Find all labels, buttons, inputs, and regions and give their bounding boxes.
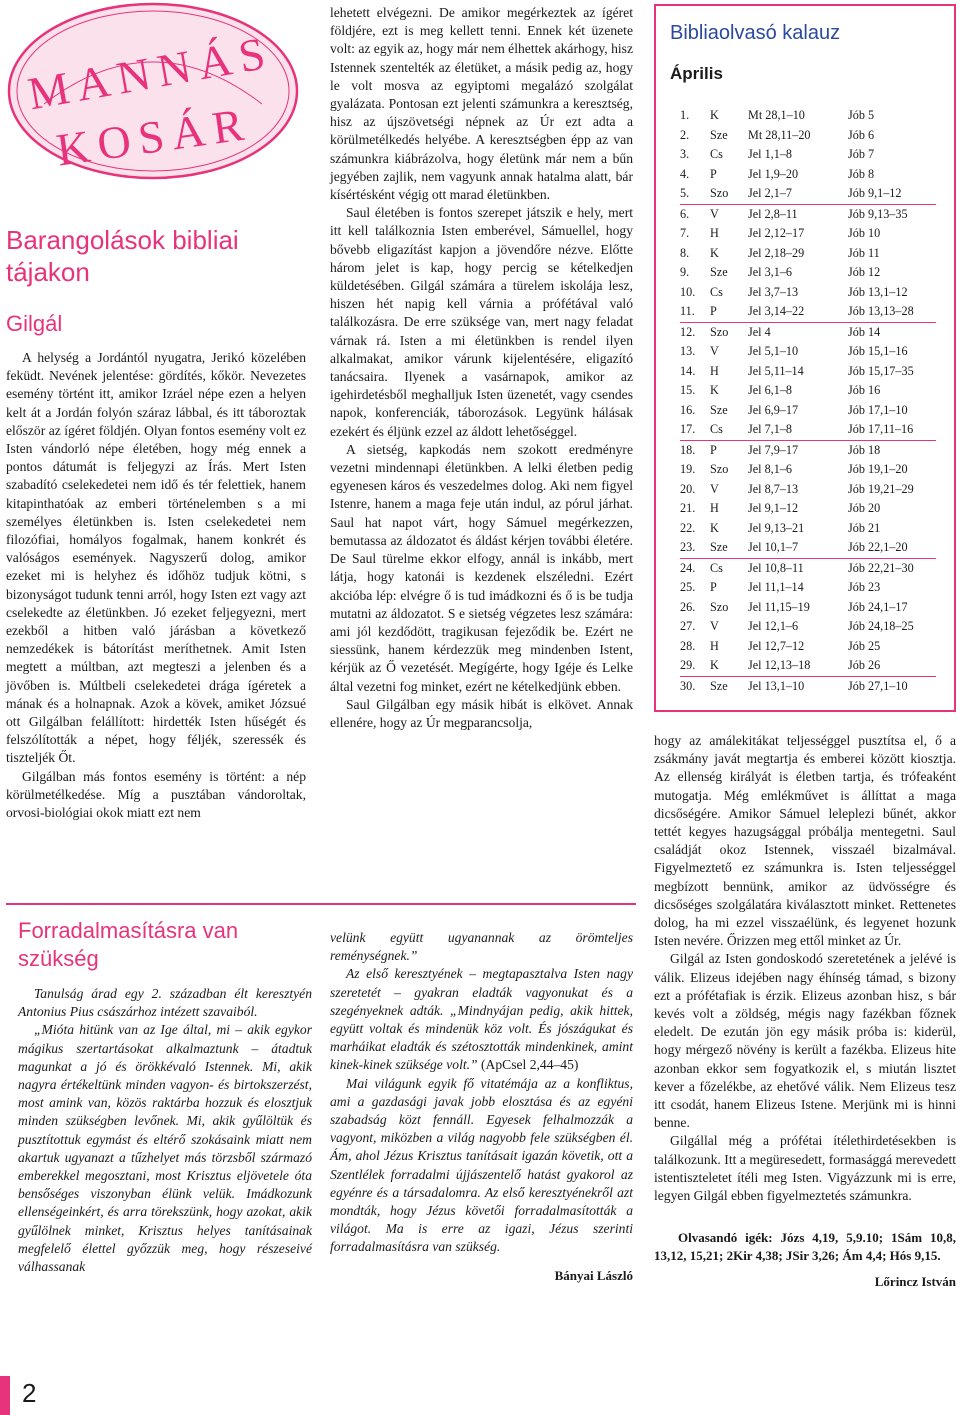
day-number: 19.	[680, 462, 696, 477]
guide-row	[680, 578, 936, 598]
paragraph: „Mióta hitünk van az Ige által, mi – akik egykor mágikus szertartásokat alkalmaztunk – átadtuk magunkat a jó és örökkévaló Istennek. Mi, akik nagyra értékeltünk minden vagyon- és birtokszerzést, most amink van, közös raktárba hozzuk és elosztjuk minden szükségben levőnek. Mi, akik gyűlöltük és pusztítottuk egymást és eltérő szokásaink miatt nem akartuk ugyanazt a tűzhelyet más törzsből származó emberekkel megosztani, most Krisztus eljövetele óta bensőséges viszonyban élünk velük. Imádkozunk ellenségeinkért, és arra törekszünk, hogy azokat, akik gyűlölnek minket, Krisztus helyes tanításainak megfelelő élettel győzzük meg, hogy részeseivé válhassanak	[18, 1022, 312, 1275]
weekday: K	[710, 245, 719, 260]
weekday: K	[710, 383, 719, 398]
weekday: H	[710, 226, 719, 241]
reading-nt: Jel 3,7–13	[748, 284, 799, 299]
paragraph: Mai világunk egyik fő vitatémája az a konfliktus, ami a gazdasági javak jobb elosztása és az egyéni szabadság közt fennáll. Egyesek felhalmozzák a vagyont, miközben a világ nagyobb fele szükségben él. Ám, ahol Jézus Krisztus tanításait igazán követik, ott a Szentlélek forradalmi újjászentelő hatást gyakorol az egyénre és a társadalomra. Az első keresztyénekről azt mondták, hogy Jézus követői forradalmasították a világot. Ma is erre az igazi, Jézus szerinti forradalmasításra van szükség.	[330, 1075, 633, 1255]
day-number: 4.	[680, 166, 690, 181]
guide-row	[680, 598, 936, 618]
weekday: Cs	[710, 147, 723, 162]
day-number: 6.	[680, 204, 710, 224]
reading-nt: Jel 9,1–12	[748, 501, 799, 516]
reading-ot: Jób 24,1–17	[848, 599, 908, 614]
weekday: Szo	[710, 599, 729, 614]
day-number: 12.	[680, 322, 710, 342]
guide-table	[680, 106, 936, 696]
section-divider	[6, 903, 636, 905]
reading-ot: Jób 9,13–35	[848, 204, 936, 224]
readings: Olvasandó igék: Józs 4,19, 5,9.10; 1Sám 10,8, 13,12, 15,21; 2Kir 4,38; JSir 3,26; Ám 4,4; Hós 9,15.	[654, 1230, 956, 1264]
day-number: 16.	[680, 402, 696, 417]
reading-ot: Jób 26	[848, 658, 881, 673]
day-number: 14.	[680, 363, 696, 378]
logo-line1: MANNÁS	[24, 26, 277, 120]
reading-nt: Jel 7,1–8	[748, 422, 793, 437]
weekday: Sze	[710, 265, 728, 280]
guide-row	[680, 440, 936, 460]
article-col2	[330, 4, 633, 732]
reading-ot: Jób 12	[848, 265, 881, 280]
day-number: 15.	[680, 383, 696, 398]
reading-ot: Jób 15,17–35	[848, 363, 914, 378]
reading-ot: Jób 27,1–10	[848, 676, 936, 696]
day-number: 27.	[680, 619, 696, 634]
reading-ot: Jób 13,13–28	[848, 304, 914, 319]
day-number: 3.	[680, 147, 690, 162]
guide-row	[680, 676, 936, 696]
section2-title: Forradalmasításra van szükség	[18, 918, 239, 971]
day-number: 13.	[680, 344, 696, 359]
reading-nt: Jel 1,1–8	[748, 147, 793, 162]
day-number: 21.	[680, 501, 696, 516]
guide-title: Bibliaolvasó kalauz	[670, 22, 841, 44]
reading-nt: Mt 28,11–20	[748, 127, 811, 142]
day-number: 26.	[680, 599, 696, 614]
guide-row	[680, 244, 936, 264]
reading-nt: Mt 28,1–10	[748, 108, 805, 123]
bible-reading-guide	[654, 4, 956, 712]
weekday: P	[710, 304, 717, 319]
paragraph: Saul életében is fontos szerepet játszik e hely, mert itt kell találkoznia Isten emberével, Sámuellel, hogy bővebb eligazítást kapjon a jövendőre nézve. Előtte három jelet is kap, hogy percig se kételkedjen küldetésében. Gilgál számára a türelem iskolája lesz, hiszen hét napig kell várnia a prófétával való találkozásra. De erre szüksége van, mert nagy feladat várnak rá. Isten a mi életünkben is rendel ilyen alkalmakat, amikor várunk kijelentésére, eligazító tanácsaira. Ilyenek a vasárnapok, amikor az igehirdetésből meghalljuk Isten üzenetét, vagy csendes napok, konferenciák, táborozások. Legyünk hálásak ezekért és éljünk ezzel az áldott lehetőséggel.	[330, 205, 633, 439]
paragraph: Gilgállal még a prófétai ítélethirdetésekben is találkozunk. Itt a megüresedett, formasággá merevedett istentiszteletet ítéli meg Isten. Vigyázzunk mi is erre, legyen Gilgál ebben figyelmeztetés számunkra.	[654, 1133, 956, 1204]
reading-nt: Jel 5,11–14	[748, 363, 804, 378]
weekday: V	[710, 619, 719, 634]
guide-row	[680, 362, 936, 382]
reading-nt: Jel 11,15–19	[748, 599, 810, 614]
reading-nt: Jel 6,1–8	[748, 383, 793, 398]
page-number: 2	[22, 1378, 37, 1408]
author: Bányai László	[554, 1267, 633, 1283]
reading-ot: Jób 19,1–20	[848, 462, 908, 477]
guide-row	[680, 224, 936, 244]
day-number: 25.	[680, 580, 696, 595]
guide-row	[680, 263, 936, 283]
guide-month: Április	[670, 64, 723, 83]
reading-ot: Jób 13,1–12	[848, 284, 908, 299]
paragraph: velünk együtt ugyanannak az örömteljes reménységnek.”	[330, 930, 633, 964]
day-number: 11.	[680, 304, 695, 319]
guide-row	[680, 381, 936, 401]
weekday: K	[710, 520, 719, 535]
day-number: 24.	[680, 558, 710, 578]
paragraph: Tanulság árad egy 2. században élt keresztyén Antonius Pius császárhoz intézett szavaiból.	[18, 986, 312, 1020]
weekday: Sze	[710, 127, 728, 142]
guide-row	[680, 283, 936, 303]
guide-row	[680, 558, 936, 578]
weekday: P	[710, 440, 748, 460]
day-number: 7.	[680, 226, 690, 241]
reading-nt: Jel 2,18–29	[748, 245, 805, 260]
reading-ot: Jób 19,21–29	[848, 481, 914, 496]
reading-ot: Jób 14	[848, 322, 936, 342]
reading-nt: Jel 12,1–6	[748, 619, 799, 634]
reading-ot: Jób 24,18–25	[848, 619, 914, 634]
article-col3	[654, 732, 956, 1291]
weekday: K	[710, 658, 719, 673]
reading-nt: Jel 3,1–6	[748, 265, 793, 280]
article2-col1	[18, 985, 312, 1276]
guide-row	[680, 499, 936, 519]
guide-row	[680, 184, 936, 204]
day-number: 10.	[680, 284, 696, 299]
reading-nt: Jel 12,7–12	[748, 638, 805, 653]
day-number: 22.	[680, 520, 696, 535]
guide-table-body	[680, 106, 936, 696]
reading-ot: Jób 16	[848, 383, 881, 398]
guide-row	[680, 106, 936, 126]
reading-ot: Jób 21	[848, 520, 881, 535]
reading-ot: Jób 17,11–16	[848, 422, 914, 437]
reading-nt: Jel 2,1–7	[748, 186, 793, 201]
paragraph: A sietség, kapkodás nem szokott eredményre vezetni mindennapi életünkben. A lelki életben pedig egyenesen káros és veszedelmes dolog. Aki nem figyel Istenre, hanem a maga feje után indul, az pórul járhat. Saul hat napot várt, hogy Sámuel megérkezzen, bemutassa az áldozatot és áldást kérjen további életére. De Saul türelme ekkor elfogy, annál is inkább, mert látja, hogy katonái is kezdenek elszéledni. Ezért akcióba lép: elvégre ő is tud imádkozni és ő is be tudja mutatni az áldozatot. S e sietség végzetes lesz számára: ami jól kezdődött, tragikusan fejeződik be. Ezért ne siessünk, hanem kérdezzük meg mindenben Istent, kérjük az Ő vezetését. Megígérte, hogy Igéje és Lelke által vezetni fog minket, ezért ne kételkedjünk ebben.	[330, 441, 633, 694]
section-subtitle: Gilgál	[6, 311, 63, 336]
reading-nt: Jel 5,1–10	[748, 344, 799, 359]
reading-ot: Jób 22,1–20	[848, 540, 908, 555]
reading-nt: Jel 2,8–11	[748, 204, 848, 224]
day-number: 20.	[680, 481, 696, 496]
reading-nt: Jel 4	[748, 322, 848, 342]
reading-nt: Jel 7,9–17	[748, 440, 848, 460]
reading-nt: Jel 1,9–20	[748, 166, 799, 181]
article2-col2	[330, 929, 633, 1285]
reading-ot: Jób 6	[848, 127, 875, 142]
day-number: 1.	[680, 108, 690, 123]
day-number: 9.	[680, 265, 690, 280]
reading-ot: Jób 17,1–10	[848, 402, 908, 417]
weekday: V	[710, 344, 719, 359]
reading-nt: Jel 13,1–10	[748, 676, 848, 696]
reading-ot: Jób 20	[848, 501, 881, 516]
reading-nt: Jel 10,1–7	[748, 540, 799, 555]
section-title: Barangolások bibliai tájakon	[6, 225, 239, 287]
weekday: Cs	[710, 284, 723, 299]
guide-row	[680, 480, 936, 500]
reading-ot: Jób 23	[848, 580, 881, 595]
weekday: Sze	[710, 540, 728, 555]
paragraph: hogy az amálekitákat teljességgel pusztítsa el, ő a zsákmány javát megtartja és emberei között kiosztja. Az ellenség királyát is életben tartja, és trófeaként mutogatja. Még emlékművet is állíttat a maga dicsőségére. Amikor Sámuel leleplezi bűnét, akkor tettét kegyes hazugsággal próbálja mentegetni. Saul családját okoz Istennek, visszaél bizalmával. Figyelmeztető ez számunkra is. Isten teljességgel megbízott bennünk, amikor az üdvösségre és dicsőséges szolgálatára kiválasztott minket. Rettenetes dolog, ha mi ezzel visszaélünk, és legyenet hozunk Isten nevére. Őrizzen meg ettől minket az Úr.	[654, 733, 956, 949]
reading-nt: Jel 8,1–6	[748, 462, 793, 477]
weekday: V	[710, 481, 719, 496]
paragraph: Gilgál az Isten gondoskodó szeretetének a jelévé is válik. Elizeus idejében nagy éhínség támad, s bizony ezt a prófétafiak is érzik. Elizeus azonban hisz, s bár kevés volt a zöldség, mégis nagy fazékban főznek eledelt. De ezután jön egy másik próba is: kiderül, hogy mérgező növény is került a fazékba. Elizeus hite azonban ekkor sem fogyatkozik el, s miután lisztet kever a főzelékbe, az ehetővé válik. Nem Elizeus tesz itt csodát, hanem Elizeus Istene. Merjünk mi is hinni benne.	[654, 951, 956, 1131]
reading-ot: Jób 22,21–30	[848, 558, 936, 578]
reading-ot: Jób 10	[848, 226, 881, 241]
guide-row	[680, 420, 936, 440]
guide-row	[680, 460, 936, 480]
reading-ot: Jób 7	[848, 147, 875, 162]
guide-row	[680, 126, 936, 146]
reading-nt: Jel 6,9–17	[748, 402, 799, 417]
weekday: P	[710, 166, 717, 181]
day-number: 23.	[680, 540, 696, 555]
weekday: H	[710, 638, 719, 653]
logo-line2: KOSÁR	[53, 97, 255, 176]
guide-row	[680, 342, 936, 362]
weekday: Szo	[710, 462, 729, 477]
weekday: Sze	[710, 676, 748, 696]
reading-ot: Jób 8	[848, 166, 875, 181]
guide-row	[680, 165, 936, 185]
day-number: 30.	[680, 676, 710, 696]
day-number: 18.	[680, 440, 710, 460]
guide-row	[680, 204, 936, 224]
weekday: Szo	[710, 186, 729, 201]
reading-nt: Jel 2,12–17	[748, 226, 805, 241]
reading-nt: Jel 9,13–21	[748, 520, 805, 535]
logo	[4, 0, 302, 182]
weekday: P	[710, 580, 717, 595]
logo-emblem	[4, 0, 302, 182]
guide-row	[680, 637, 936, 657]
guide-row	[680, 145, 936, 165]
reading-nt: Jel 8,7–13	[748, 481, 799, 496]
paragraph: Gilgálban más fontos esemény is történt: a nép körülmetélkedése. Míg a pusztában vándoroltak, orvosi-biológiai okok miatt ezt nem	[6, 768, 306, 821]
reading-nt: Jel 10,8–11	[748, 558, 848, 578]
page-number-bar	[0, 1376, 10, 1415]
weekday: H	[710, 363, 719, 378]
guide-row	[680, 617, 936, 637]
paragraph: lehetett elvégezni. De amikor megérkeztek az ígéret földjére, ezt is meg kellett tenni. Ennek két üzenete volt: az egyik az, hogy már nem élhettek akárhogy, hisz Istennek szentelték az életüket, a másik pedig az, hogy le volt mosva az egyiptomi megalázó szolgálat gyalázata. Pontosan ezt jelenti számunkra a keresztség, hisz az újszövetségi népnek az Úr ezt adta a körülmetélkedés helyébe. A keresztségben épp az van számunkra kiábrázolva, hogy életünk már nem a bűn jegyében zajlik, nem vagyunk annak hatalma alatt, bár kísértésként végig ott marad életünkben.	[330, 5, 633, 203]
weekday: Cs	[710, 422, 723, 437]
weekday: Szo	[710, 322, 748, 342]
reading-ot: Jób 11	[848, 245, 880, 260]
guide-row	[680, 656, 936, 676]
reading-ot: Jób 18	[848, 440, 936, 460]
reading-ot: Jób 25	[848, 638, 881, 653]
day-number: 29.	[680, 658, 696, 673]
day-number: 2.	[680, 127, 690, 142]
guide-row	[680, 519, 936, 539]
reading-ot: Jób 9,1–12	[848, 186, 902, 201]
day-number: 5.	[680, 186, 690, 201]
weekday: Sze	[710, 402, 728, 417]
guide-row	[680, 401, 936, 421]
article-col1	[6, 349, 306, 822]
reading-ot: Jób 15,1–16	[848, 344, 908, 359]
weekday: V	[710, 204, 748, 224]
paragraph	[330, 965, 633, 1074]
reading-ot: Jób 5	[848, 108, 875, 123]
paragraph: A helység a Jordántól nyugatra, Jerikó közelében feküdt. Nevének jelentése: gördítés, kőkör. Nevezetes esemény történt itt, amikor Izráel népe ezen a helyen kelt át a Jordán folyón száraz lábbal, és itt táboroztak először az ígéret földjén. Olyan fontos esemény volt ez Isten vándorló népe életében, hogy még ennek a pontos dátumát is feljegyzi az Írás. Mert Isten szabadító cselekedetei nem idő és tér felettiek, hanem kitapinthatóak az emberi történelemben s a mi személyes életünkben is. Isten cselekedetei nem filozófiai, homályos fogalmak, hanem konkrét és valóságos események. Nagyszerű dolog, amikor ezeket mi is helyhez és időhöz tudjuk kötni, s bizonyságot tudunk tenni arról, hogy Isten ezt vagy azt cselekedte az életünkben. Jó ezeket feljegyezni, mert ezekből a hitben való járásban a következő nemzedékek is bátorítást meríthetnek. Amit Isten megtett a múltban, azt megteszi a jelenben és a jövőben is. Múltbeli cselekedetei drága ígéretek a mának és a holnapnak. Azok a kövek, amiket Józsué ott Gilgálban felállított: hirdették Isten hűségét és felszólították a népet, hogy féljék, szeressék és tiszteljék Őt.	[6, 350, 306, 766]
guide-row	[680, 322, 936, 342]
day-number: 17.	[680, 422, 696, 437]
citation: (ApCsel 2,44–45)	[481, 1057, 579, 1073]
weekday: H	[710, 501, 719, 516]
paragraph-text: Az első keresztyének – megtapasztalva Isten nagy szeretetét – gyakran eladták vagyonukat és a szegényeknek adták. „Mindnyájan pedig, akik hittek, együtt voltak és mindenük köz volt. És jószágukat és marháikat eladták és szétosztották mindenkinek, amint kinek-kinek szüksége volt.”	[330, 966, 633, 1073]
reading-nt: Jel 11,1–14	[748, 580, 804, 595]
weekday: Cs	[710, 558, 748, 578]
reading-nt: Jel 3,14–22	[748, 304, 805, 319]
author: Lőrincz István	[874, 1274, 956, 1290]
guide-row	[680, 302, 936, 322]
paragraph: Saul Gilgálban egy másik hibát is elkövet. Annak ellenére, hogy az Úr megparancsolja,	[330, 696, 633, 730]
day-number: 8.	[680, 245, 690, 260]
day-number: 28.	[680, 638, 696, 653]
reading-nt: Jel 12,13–18	[748, 658, 811, 673]
guide-row	[680, 538, 936, 558]
weekday: K	[710, 108, 719, 123]
